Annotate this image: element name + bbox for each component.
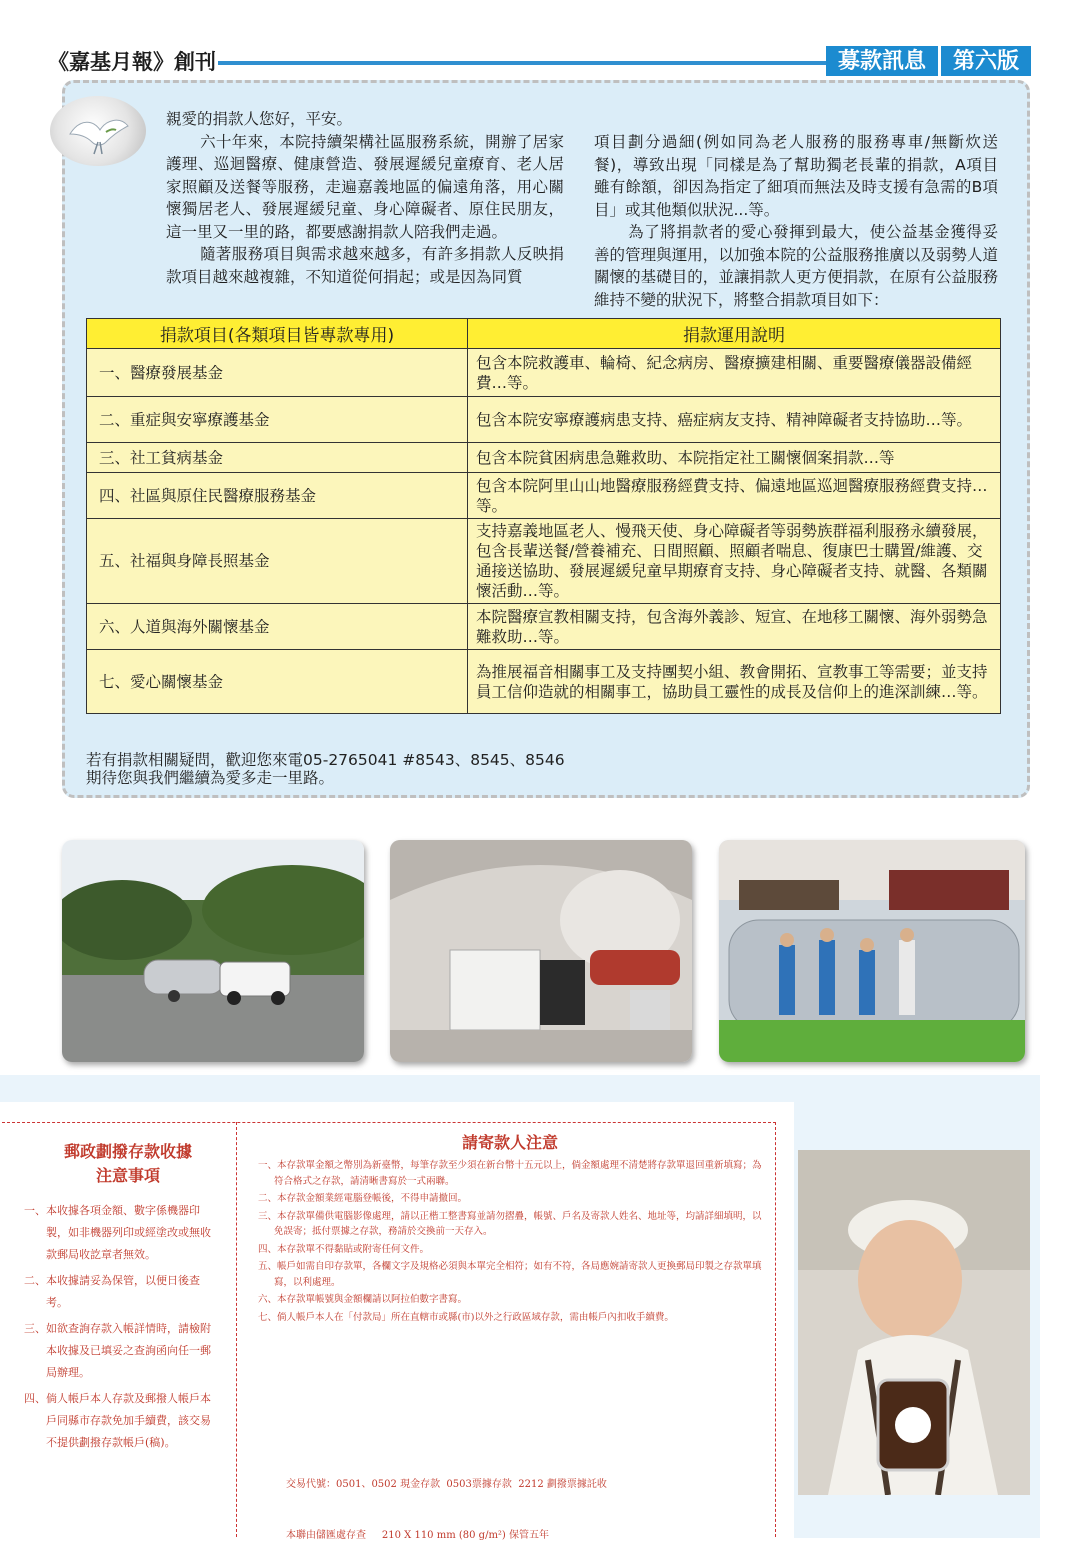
table-header-item: 捐款項目(各類項目皆專款專用) (87, 319, 468, 349)
slip-right-note: 一、本存款單金額之幣別為新臺幣，每筆存款至少須在新台幣十五元以上，倘金額處理不清楚將存款單退回重新填寫；為符合格式之存款，請清晰書寫於一式兩聯。 (258, 1160, 762, 1187)
letter-paragraph-2: 隨著服務項目與需求越來越多，有許多捐款人反映捐款項目越來越複雜，不知道從何捐起；或是因為同質 (166, 245, 564, 286)
table-row (87, 397, 1001, 443)
table-header-desc: 捐款運用說明 (468, 319, 1001, 349)
letter-paragraph-2-cont: 項目劃分過細(例如同為老人服務的服務專車/無斷炊送餐)，導致出現「同樣是為了幫助獨老長輩的捐款，A項目雖有餘額，卻因為指定了細項而無法及時支援有急需的B項目」或其他類似狀況...等。 (594, 133, 998, 219)
fund-name: 四、社區與原住民醫療服務基金 (87, 473, 468, 519)
slip-codes-line2: 本聯由儲匯處存查 210 X 110 mm (80 g/m²) 保管五年 (286, 1530, 550, 1541)
slip-left-note: 一、本收據各項金額、數字係機器印製，如非機器列印或經塗改或無收款郵局收訖章者無效。 (24, 1204, 211, 1261)
table-row (87, 473, 1001, 519)
table-row (87, 443, 1001, 473)
slip-right-note: 七、倘人帳戶本人在「付款局」所在直轄市或縣(市)以外之行政區域存款，需由帳戶內扣收手續費。 (258, 1311, 674, 1323)
photo-trailer-interior (390, 840, 692, 1062)
fund-name: 一、醫療發展基金 (87, 349, 468, 397)
letter-left-column (166, 108, 564, 288)
contact-note: 若有捐款相關疑問，歡迎您來電05-2765041 #8543、8545、8546 (86, 751, 565, 769)
page-label: 第六版 (941, 46, 1031, 76)
fund-description: 支持嘉義地區老人、慢飛天使、身心障礙者等弱勢族群福利服務永續發展，包含長輩送餐/營養補充、日間照顧、照顧者喘息、復康巴士購置/維護、交通接送協助、發展遲緩兒童早期療育支持、身心障礙者支持、就醫、各類關懷活動…等。 (468, 519, 1001, 604)
fund-name: 五、社福與身障長照基金 (87, 519, 468, 604)
fund-description: 本院醫療宣教相關支持，包含海外義診、短宣、在地移工關懷、海外弱勢急難救助…等。 (468, 604, 1001, 650)
slip-left-note: 四、倘人帳戶本人存款及郵撥人帳戶本戶同縣市存款免加手續費，該交易不提供劃撥存款帳戶(稿)。 (24, 1392, 211, 1449)
fund-name: 二、重症與安寧療護基金 (87, 397, 468, 443)
slip-right-note: 二、本存款金額業經電腦登帳後，不得申請撤回。 (258, 1193, 468, 1204)
photo-trailer-and-suv (62, 840, 364, 1062)
header-rule (218, 61, 826, 65)
slip-left-title-line2: 注意事項 (95, 1166, 160, 1185)
fund-table (86, 318, 1001, 714)
slip-codes (286, 1442, 607, 1561)
section-badge (826, 46, 1031, 76)
letter-paragraph-1: 六十年來，本院持續架構社區服務系統，開辦了居家護理、巡迴醫療、健康營造、發展遲緩兒童療育、老人居家照顧及送餐等服務，走遍嘉義地區的偏遠角落，用心關懷獨居老人、發展遲緩兒童、身心障礙者、原住民朋友，這一里又一里的路，都要感謝捐款人陪我們走過。 (166, 132, 564, 241)
photo-food-truck-team (719, 840, 1025, 1062)
slip-left-title-line1: 郵政劃撥存款收據 (63, 1142, 192, 1161)
slip-divider (236, 1122, 237, 1537)
fund-description: 為推展福音相關事工及支持團契小組、教會開拓、宣教事工等需要；並支持員工信仰造就的相關事工，協助員工靈性的成長及信仰上的進深訓練…等。 (468, 650, 1001, 714)
dove-icon (50, 96, 146, 166)
fund-description: 包含本院救護車、輪椅、紀念病房、醫療擴建相關、重要醫療儀器設備經費…等。 (468, 349, 1001, 397)
slip-right-note: 三、本存款單備供電腦影像處理，請以正楷工整書寫並請勿摺疊，帳號、戶名及寄款人姓名、地址等，均請詳細填明，以免誤寄；抵付票據之存款，務請於交換前一天存入。 (258, 1210, 762, 1237)
photo-barista-portrait (798, 1150, 1030, 1495)
fund-name: 六、人道與海外關懷基金 (87, 604, 468, 650)
slip-right-note: 六、本存款單帳號與金額欄請以阿拉伯數字書寫。 (258, 1294, 468, 1305)
table-row (87, 604, 1001, 650)
slip-left-note: 三、如欲查詢存款入帳詳情時，請檢附本收據及已填妥之查詢函向任一郵局辦理。 (24, 1322, 211, 1379)
fund-description: 包含本院安寧療護病患支持、癌症病友支持、精神障礙者支持協助…等。 (468, 397, 1001, 443)
slip-right-note: 四、本存款單不得黏貼或附寄任何文件。 (258, 1243, 430, 1255)
letter-right-column (594, 131, 998, 311)
fund-description: 包含本院阿里山山地醫療服務經費支持、偏遠地區巡迴醫療服務經費支持…等。 (468, 473, 1001, 519)
table-row (87, 650, 1001, 714)
slip-left-note: 二、本收據請妥為保管，以便日後查考。 (24, 1274, 200, 1309)
slip-right-note: 五、帳戶如需自印存款單，各欄文字及規格必須與本單完全相符；如有不符，各局應婉請寄款人更換郵局印製之存款單填寫，以利處理。 (258, 1261, 762, 1288)
letter-greeting: 親愛的捐款人您好，平安。 (166, 110, 353, 128)
slip-left-title (20, 1140, 236, 1188)
fund-description: 包含本院貧困病患急難救助、本院指定社工關懷個案捐款…等 (468, 443, 1001, 473)
publication-title: 《嘉基月報》創刊 (48, 49, 216, 74)
table-row (87, 349, 1001, 397)
slip-left-notes (24, 1200, 220, 1458)
closing-note: 期待您與我們繼續為愛多走一里路。 (86, 769, 335, 787)
slip-right-title: 請寄款人注意 (461, 1133, 558, 1152)
fund-name: 三、社工貧病基金 (87, 443, 468, 473)
fund-name: 七、愛心關懷基金 (87, 650, 468, 714)
letter-paragraph-3: 為了將捐款者的愛心發揮到最大，使公益基金獲得妥善的管理與運用，以加強本院的公益服務推廣以及弱勢人道關懷的基礎目的，並讓捐款人更方便捐款，在原有公益服務維持不變的狀況下，將整合捐款項目如下： (594, 223, 998, 309)
slip-codes-line1: 交易代號：0501、0502 現金存款 0503票據存款 2212 劃撥票據託收 (286, 1479, 607, 1490)
table-row (87, 519, 1001, 604)
section-label: 募款訊息 (826, 46, 938, 76)
slip-right-notes (258, 1158, 766, 1327)
